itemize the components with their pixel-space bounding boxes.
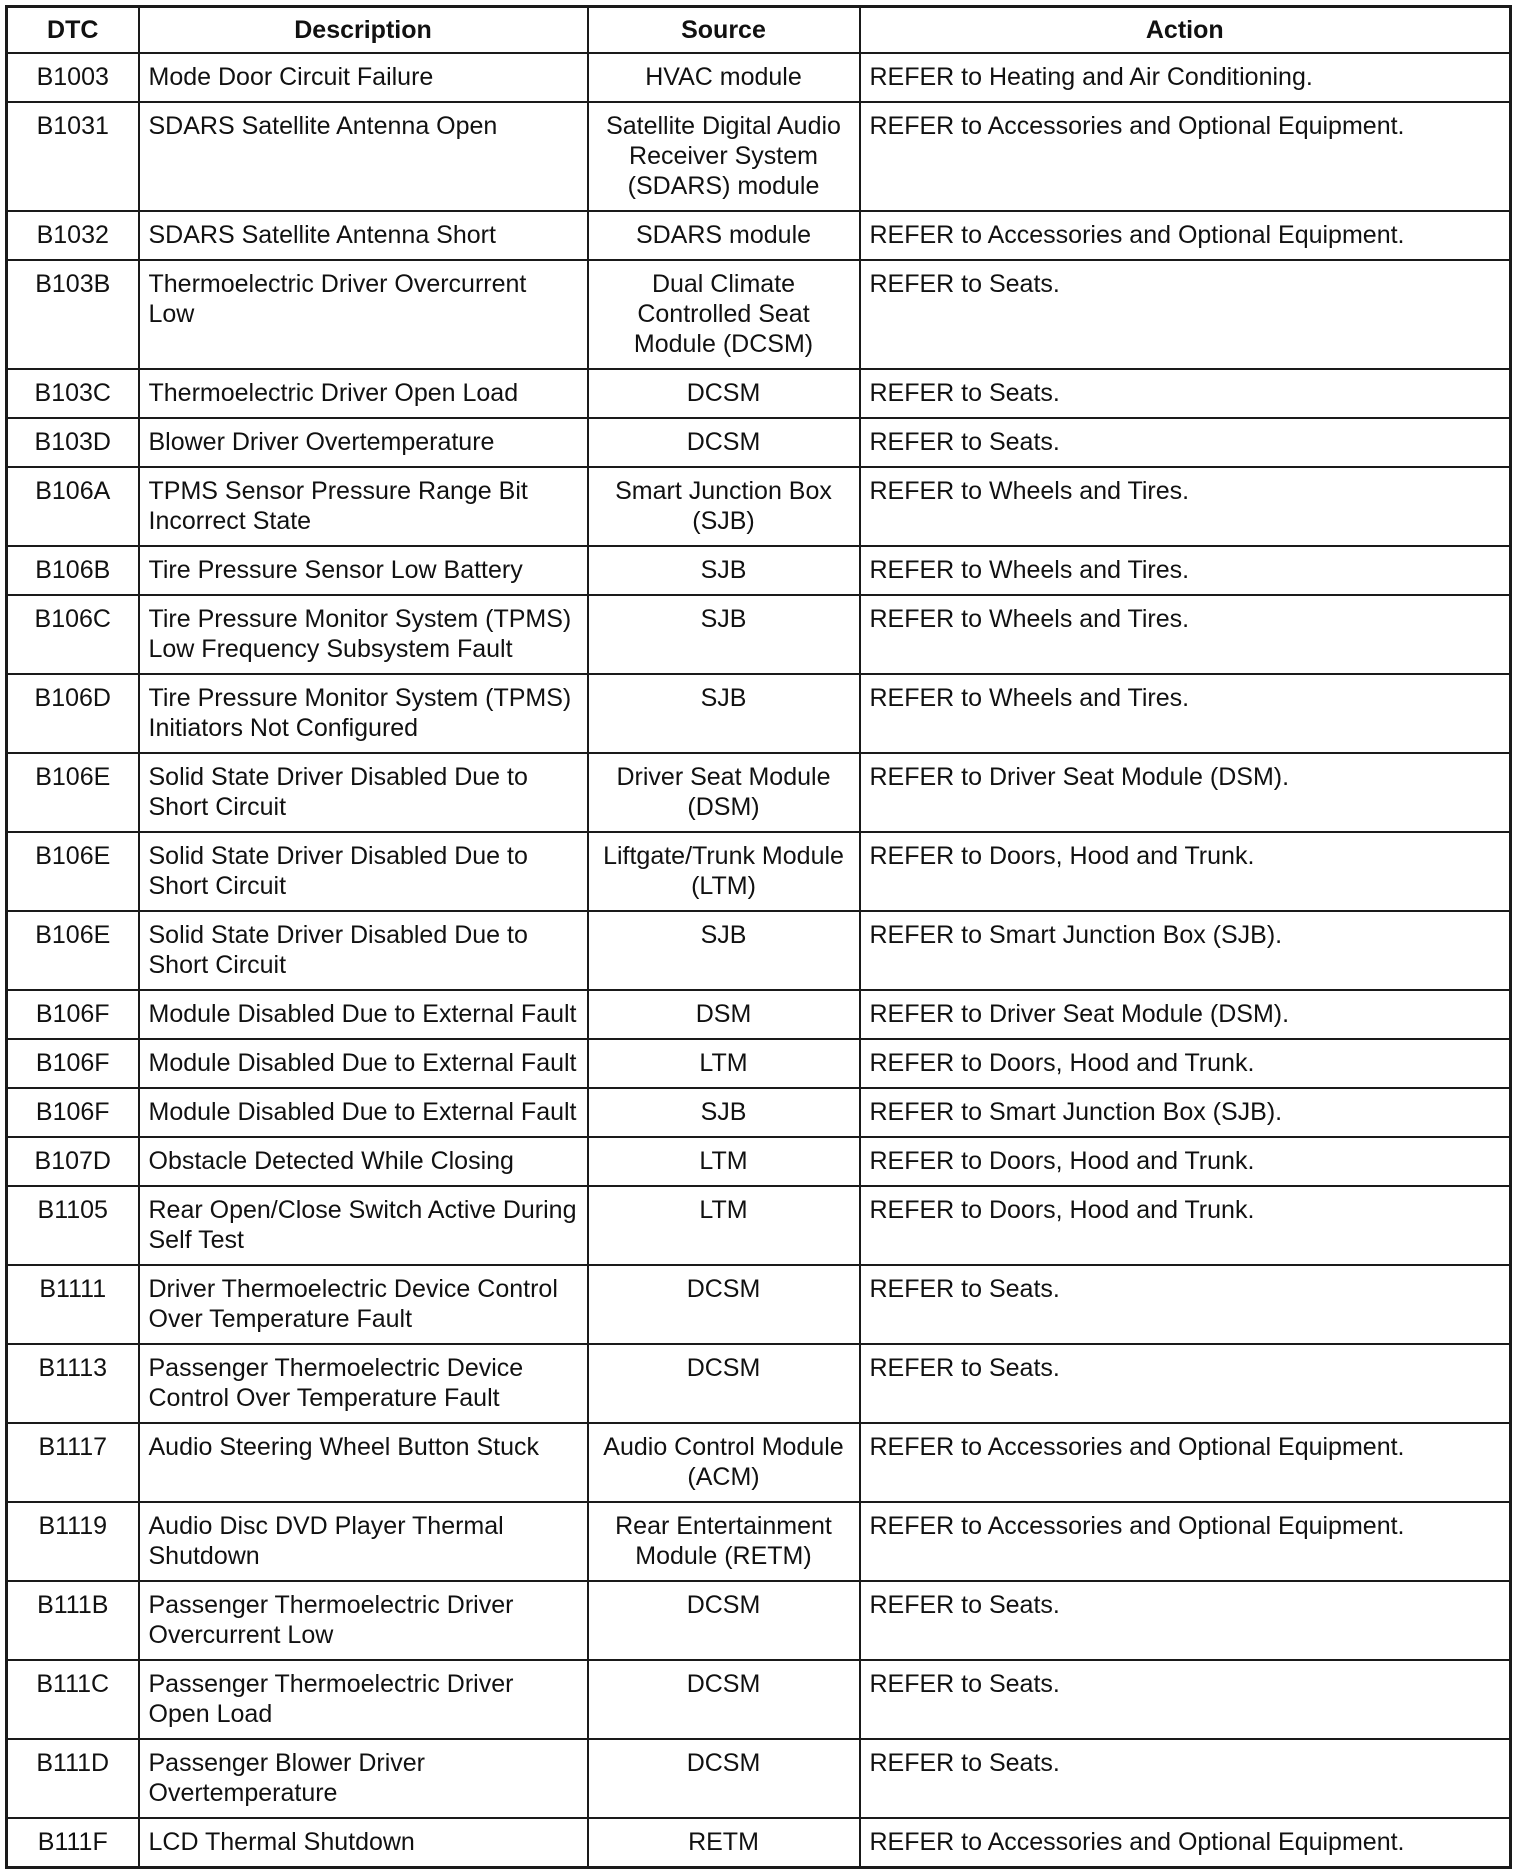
dtc-cell: B106E xyxy=(7,832,139,911)
source-cell: DCSM xyxy=(588,1344,860,1423)
dtc-cell: B103C xyxy=(7,369,139,418)
dtc-cell: B106E xyxy=(7,753,139,832)
source-cell: DCSM xyxy=(588,418,860,467)
description-cell: LCD Thermal Shutdown xyxy=(139,1818,588,1868)
table-row xyxy=(7,1818,1511,1868)
dtc-cell: B1003 xyxy=(7,53,139,102)
table-row xyxy=(7,1502,1511,1581)
action-cell: REFER to Accessories and Optional Equipment. xyxy=(860,1423,1511,1502)
action-cell: REFER to Seats. xyxy=(860,1265,1511,1344)
description-cell: Tire Pressure Sensor Low Battery xyxy=(139,546,588,595)
description-cell: Solid State Driver Disabled Due to Short Circuit xyxy=(139,911,588,990)
table-row xyxy=(7,832,1511,911)
table-row xyxy=(7,1137,1511,1186)
action-cell: REFER to Accessories and Optional Equipment. xyxy=(860,1818,1511,1868)
dtc-table xyxy=(5,5,1512,1869)
description-cell: Passenger Thermoelectric Device Control Over Temperature Fault xyxy=(139,1344,588,1423)
source-cell: LTM xyxy=(588,1137,860,1186)
dtc-cell: B103D xyxy=(7,418,139,467)
table-row xyxy=(7,1039,1511,1088)
action-cell: REFER to Doors, Hood and Trunk. xyxy=(860,832,1511,911)
action-cell: REFER to Accessories and Optional Equipment. xyxy=(860,102,1511,211)
table-row xyxy=(7,1739,1511,1818)
action-cell: REFER to Accessories and Optional Equipment. xyxy=(860,1502,1511,1581)
description-cell: Module Disabled Due to External Fault xyxy=(139,1039,588,1088)
table-row xyxy=(7,211,1511,260)
table-row xyxy=(7,990,1511,1039)
dtc-cell: B1111 xyxy=(7,1265,139,1344)
description-cell: Tire Pressure Monitor System (TPMS) Low Frequency Subsystem Fault xyxy=(139,595,588,674)
action-cell: REFER to Wheels and Tires. xyxy=(860,674,1511,753)
action-cell: REFER to Seats. xyxy=(860,1660,1511,1739)
dtc-cell: B106F xyxy=(7,1088,139,1137)
dtc-cell: B111C xyxy=(7,1660,139,1739)
source-cell: Liftgate/Trunk Module (LTM) xyxy=(588,832,860,911)
description-cell: Module Disabled Due to External Fault xyxy=(139,990,588,1039)
action-cell: REFER to Smart Junction Box (SJB). xyxy=(860,1088,1511,1137)
table-row xyxy=(7,260,1511,369)
action-cell: REFER to Seats. xyxy=(860,1344,1511,1423)
source-cell: Rear Entertainment Module (RETM) xyxy=(588,1502,860,1581)
description-cell: Passenger Blower Driver Overtemperature xyxy=(139,1739,588,1818)
source-cell: RETM xyxy=(588,1818,860,1868)
dtc-cell: B1105 xyxy=(7,1186,139,1265)
dtc-cell: B1032 xyxy=(7,211,139,260)
dtc-cell: B106B xyxy=(7,546,139,595)
dtc-cell: B103B xyxy=(7,260,139,369)
table-row xyxy=(7,1344,1511,1423)
source-cell: LTM xyxy=(588,1186,860,1265)
header-action: Action xyxy=(860,7,1511,54)
source-cell: LTM xyxy=(588,1039,860,1088)
table-row xyxy=(7,102,1511,211)
description-cell: SDARS Satellite Antenna Short xyxy=(139,211,588,260)
action-cell: REFER to Seats. xyxy=(860,1739,1511,1818)
action-cell: REFER to Accessories and Optional Equipment. xyxy=(860,211,1511,260)
description-cell: Rear Open/Close Switch Active During Self Test xyxy=(139,1186,588,1265)
description-cell: Audio Steering Wheel Button Stuck xyxy=(139,1423,588,1502)
action-cell: REFER to Doors, Hood and Trunk. xyxy=(860,1039,1511,1088)
action-cell: REFER to Heating and Air Conditioning. xyxy=(860,53,1511,102)
source-cell: HVAC module xyxy=(588,53,860,102)
action-cell: REFER to Seats. xyxy=(860,418,1511,467)
dtc-cell: B107D xyxy=(7,1137,139,1186)
dtc-cell: B106C xyxy=(7,595,139,674)
description-cell: Blower Driver Overtemperature xyxy=(139,418,588,467)
table-row xyxy=(7,467,1511,546)
action-cell: REFER to Wheels and Tires. xyxy=(860,595,1511,674)
source-cell: SJB xyxy=(588,911,860,990)
source-cell: DCSM xyxy=(588,1739,860,1818)
source-cell: DSM xyxy=(588,990,860,1039)
table-row xyxy=(7,1265,1511,1344)
dtc-cell: B106F xyxy=(7,1039,139,1088)
dtc-cell: B106D xyxy=(7,674,139,753)
table-row xyxy=(7,911,1511,990)
dtc-cell: B111F xyxy=(7,1818,139,1868)
description-cell: Obstacle Detected While Closing xyxy=(139,1137,588,1186)
dtc-cell: B106E xyxy=(7,911,139,990)
table-row xyxy=(7,369,1511,418)
source-cell: SJB xyxy=(588,674,860,753)
description-cell: Passenger Thermoelectric Driver Open Load xyxy=(139,1660,588,1739)
source-cell: Satellite Digital Audio Receiver System (SDARS) module xyxy=(588,102,860,211)
description-cell: Driver Thermoelectric Device Control Over Temperature Fault xyxy=(139,1265,588,1344)
table-row xyxy=(7,1186,1511,1265)
source-cell: DCSM xyxy=(588,1660,860,1739)
document-page xyxy=(5,5,1509,1869)
source-cell: Dual Climate Controlled Seat Module (DCSM) xyxy=(588,260,860,369)
table-row xyxy=(7,595,1511,674)
source-cell: SJB xyxy=(588,1088,860,1137)
table-row xyxy=(7,1660,1511,1739)
table-header-row xyxy=(7,7,1511,54)
table-row xyxy=(7,546,1511,595)
description-cell: Tire Pressure Monitor System (TPMS) Initiators Not Configured xyxy=(139,674,588,753)
description-cell: SDARS Satellite Antenna Open xyxy=(139,102,588,211)
source-cell: Audio Control Module (ACM) xyxy=(588,1423,860,1502)
description-cell: Audio Disc DVD Player Thermal Shutdown xyxy=(139,1502,588,1581)
description-cell: Passenger Thermoelectric Driver Overcurrent Low xyxy=(139,1581,588,1660)
dtc-cell: B1119 xyxy=(7,1502,139,1581)
source-cell: DCSM xyxy=(588,1265,860,1344)
dtc-cell: B106F xyxy=(7,990,139,1039)
action-cell: REFER to Seats. xyxy=(860,1581,1511,1660)
action-cell: REFER to Seats. xyxy=(860,260,1511,369)
description-cell: Thermoelectric Driver Overcurrent Low xyxy=(139,260,588,369)
description-cell: Thermoelectric Driver Open Load xyxy=(139,369,588,418)
header-source: Source xyxy=(588,7,860,54)
action-cell: REFER to Smart Junction Box (SJB). xyxy=(860,911,1511,990)
action-cell: REFER to Wheels and Tires. xyxy=(860,467,1511,546)
source-cell: Smart Junction Box (SJB) xyxy=(588,467,860,546)
header-description: Description xyxy=(139,7,588,54)
source-cell: Driver Seat Module (DSM) xyxy=(588,753,860,832)
source-cell: SDARS module xyxy=(588,211,860,260)
header-dtc: DTC xyxy=(7,7,139,54)
source-cell: SJB xyxy=(588,595,860,674)
source-cell: DCSM xyxy=(588,369,860,418)
description-cell: Solid State Driver Disabled Due to Short Circuit xyxy=(139,832,588,911)
dtc-cell: B1117 xyxy=(7,1423,139,1502)
dtc-cell: B1031 xyxy=(7,102,139,211)
dtc-cell: B1113 xyxy=(7,1344,139,1423)
action-cell: REFER to Driver Seat Module (DSM). xyxy=(860,990,1511,1039)
table-row xyxy=(7,753,1511,832)
action-cell: REFER to Seats. xyxy=(860,369,1511,418)
dtc-cell: B111B xyxy=(7,1581,139,1660)
description-cell: Module Disabled Due to External Fault xyxy=(139,1088,588,1137)
table-body xyxy=(7,53,1511,1868)
table-row xyxy=(7,1088,1511,1137)
action-cell: REFER to Driver Seat Module (DSM). xyxy=(860,753,1511,832)
description-cell: TPMS Sensor Pressure Range Bit Incorrect State xyxy=(139,467,588,546)
dtc-cell: B111D xyxy=(7,1739,139,1818)
description-cell: Mode Door Circuit Failure xyxy=(139,53,588,102)
dtc-cell: B106A xyxy=(7,467,139,546)
action-cell: REFER to Doors, Hood and Trunk. xyxy=(860,1186,1511,1265)
action-cell: REFER to Doors, Hood and Trunk. xyxy=(860,1137,1511,1186)
table-row xyxy=(7,53,1511,102)
table-row xyxy=(7,1581,1511,1660)
description-cell: Solid State Driver Disabled Due to Short Circuit xyxy=(139,753,588,832)
source-cell: DCSM xyxy=(588,1581,860,1660)
table-row xyxy=(7,418,1511,467)
source-cell: SJB xyxy=(588,546,860,595)
action-cell: REFER to Wheels and Tires. xyxy=(860,546,1511,595)
table-row xyxy=(7,1423,1511,1502)
table-row xyxy=(7,674,1511,753)
